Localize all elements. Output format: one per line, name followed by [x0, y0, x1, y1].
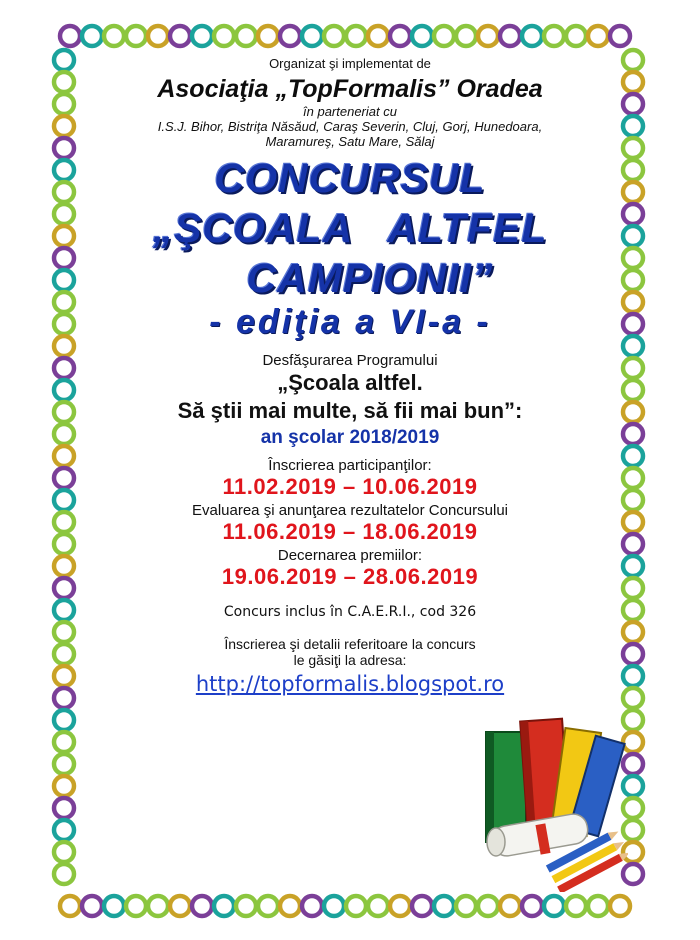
border-ring [54, 468, 74, 488]
border-ring [54, 556, 74, 576]
border-ring [54, 842, 74, 862]
border-ring [544, 26, 564, 46]
border-ring [60, 896, 80, 916]
contest-title-line-1: CONCURSUL [214, 155, 486, 201]
border-ring [54, 292, 74, 312]
border-ring [623, 160, 643, 180]
border-ring [434, 26, 454, 46]
contest-edition: - ediţia a VI-a - [209, 303, 491, 341]
border-ring [478, 896, 498, 916]
border-ring [54, 490, 74, 510]
border-ring [368, 896, 388, 916]
schedule-dates-evaluation: 11.06.2019 – 18.06.2019 [222, 519, 478, 544]
border-ring [54, 116, 74, 136]
border-ring [54, 622, 74, 642]
border-ring [258, 896, 278, 916]
border-ring [390, 896, 410, 916]
border-ring [623, 248, 643, 268]
border-ring [623, 556, 643, 576]
school-year: an şcolar 2018/2019 [260, 427, 440, 448]
partnership-label: în parteneriat cu [303, 104, 397, 119]
border-ring [623, 204, 643, 224]
border-ring [54, 798, 74, 818]
books-icon [478, 712, 628, 892]
contest-title-line-3: CAMPIONII” [246, 255, 494, 301]
border-ring [54, 182, 74, 202]
program-title-line-1: „Şcoala altfel. [277, 370, 423, 395]
border-ring [588, 896, 608, 916]
border-ring [54, 314, 74, 334]
border-ring [324, 26, 344, 46]
border-ring [623, 182, 643, 202]
schedule-label-evaluation: Evaluarea şi anunţarea rezultatelor Concursului [191, 502, 508, 519]
border-ring [566, 26, 586, 46]
schedule-dates-awards: 19.06.2019 – 28.06.2019 [221, 564, 479, 589]
border-ring [280, 896, 300, 916]
border-ring [623, 402, 643, 422]
border-ring [623, 358, 643, 378]
border-ring [544, 896, 564, 916]
border-ring [54, 204, 74, 224]
border-ring [148, 896, 168, 916]
border-ring [623, 292, 643, 312]
border-ring [623, 666, 643, 686]
border-ring [346, 896, 366, 916]
border-ring [54, 446, 74, 466]
border-ring [54, 226, 74, 246]
border-ring [346, 26, 366, 46]
flyer-content [90, 56, 610, 696]
border-ring [148, 26, 168, 46]
border-ring [236, 26, 256, 46]
border-ring [623, 446, 643, 466]
border-ring [623, 512, 643, 532]
border-ring [623, 270, 643, 290]
border-ring [280, 26, 300, 46]
border-ring [456, 26, 476, 46]
border-ring [192, 26, 212, 46]
border-ring [54, 50, 74, 70]
border-ring [54, 248, 74, 268]
border-ring [566, 896, 586, 916]
border-ring [623, 226, 643, 246]
contest-title-line-2: „ŞCOALA ALTFEL [152, 205, 548, 251]
border-ring [54, 534, 74, 554]
registration-line-2: le găsiţi la adresa: [293, 652, 407, 668]
border-ring [522, 26, 542, 46]
border-ring [54, 578, 74, 598]
border-ring [368, 26, 388, 46]
border-ring [54, 820, 74, 840]
border-ring [623, 468, 643, 488]
border-ring [54, 402, 74, 422]
border-ring [302, 26, 322, 46]
border-ring [192, 896, 212, 916]
border-ring [623, 490, 643, 510]
border-ring [522, 896, 542, 916]
organizer-intro: Organizat şi implementat de [269, 56, 431, 71]
border-ring [623, 380, 643, 400]
border-ring [500, 896, 520, 916]
border-ring [104, 26, 124, 46]
organizer-name: Asociaţia „TopFormalis” Oradea [157, 75, 543, 103]
border-ring [623, 138, 643, 158]
border-ring [54, 710, 74, 730]
border-ring [54, 732, 74, 752]
caeri-note: Concurs inclus în C.A.E.R.I., cod 326 [223, 604, 477, 620]
border-ring [54, 776, 74, 796]
border-ring [390, 26, 410, 46]
border-ring [610, 26, 630, 46]
border-ring [623, 600, 643, 620]
border-ring [258, 26, 278, 46]
border-ring [82, 26, 102, 46]
border-ring [610, 896, 630, 916]
border-ring [623, 50, 643, 70]
border-ring [302, 896, 322, 916]
border-ring [623, 622, 643, 642]
border-ring [170, 26, 190, 46]
border-ring [54, 512, 74, 532]
border-ring [82, 896, 102, 916]
border-ring [623, 534, 643, 554]
border-ring [54, 380, 74, 400]
border-ring [54, 688, 74, 708]
schedule-dates-registration: 11.02.2019 – 10.06.2019 [222, 474, 478, 499]
border-ring [412, 896, 432, 916]
schedule-label-registration: Înscrierea participanţilor: [268, 457, 432, 474]
border-ring [412, 26, 432, 46]
partners-line-2: Maramureş, Satu Mare, Sălaj [265, 134, 435, 149]
border-ring [623, 72, 643, 92]
border-ring [54, 160, 74, 180]
border-ring [623, 688, 643, 708]
border-ring [60, 26, 80, 46]
schedule-label-awards: Decernarea premiilor: [277, 547, 423, 564]
border-ring [126, 896, 146, 916]
border-ring [54, 644, 74, 664]
registration-line-1: Înscrierea şi detalii referitoare la concurs [224, 636, 476, 652]
border-ring [214, 26, 234, 46]
border-ring [456, 896, 476, 916]
border-ring [54, 600, 74, 620]
border-ring [104, 896, 124, 916]
border-ring [236, 896, 256, 916]
border-ring [54, 336, 74, 356]
border-ring [588, 26, 608, 46]
partners-line-1: I.S.J. Bihor, Bistriţa Năsăud, Caraş Severin, Cluj, Gorj, Hunedoara, [157, 119, 543, 134]
border-ring [54, 754, 74, 774]
border-ring [170, 896, 190, 916]
border-ring [324, 896, 344, 916]
contest-website-link[interactable]: http://topformalis.blogspot.ro [195, 672, 505, 696]
border-ring [54, 72, 74, 92]
border-ring [500, 26, 520, 46]
border-ring [54, 94, 74, 114]
border-ring [54, 424, 74, 444]
program-label: Desfăşurarea Programului [262, 352, 438, 369]
border-ring [214, 896, 234, 916]
border-ring [434, 896, 454, 916]
border-ring [623, 578, 643, 598]
border-ring [623, 116, 643, 136]
border-ring [623, 644, 643, 664]
border-ring [54, 666, 74, 686]
border-ring [478, 26, 498, 46]
border-ring [54, 864, 74, 884]
border-ring [126, 26, 146, 46]
border-ring [623, 314, 643, 334]
border-ring [623, 94, 643, 114]
program-title-line-2: Să ştii mai multe, să fii mai bun”: [177, 398, 523, 423]
border-ring [54, 138, 74, 158]
border-ring [54, 358, 74, 378]
border-ring [54, 270, 74, 290]
border-ring [623, 424, 643, 444]
border-ring [623, 336, 643, 356]
